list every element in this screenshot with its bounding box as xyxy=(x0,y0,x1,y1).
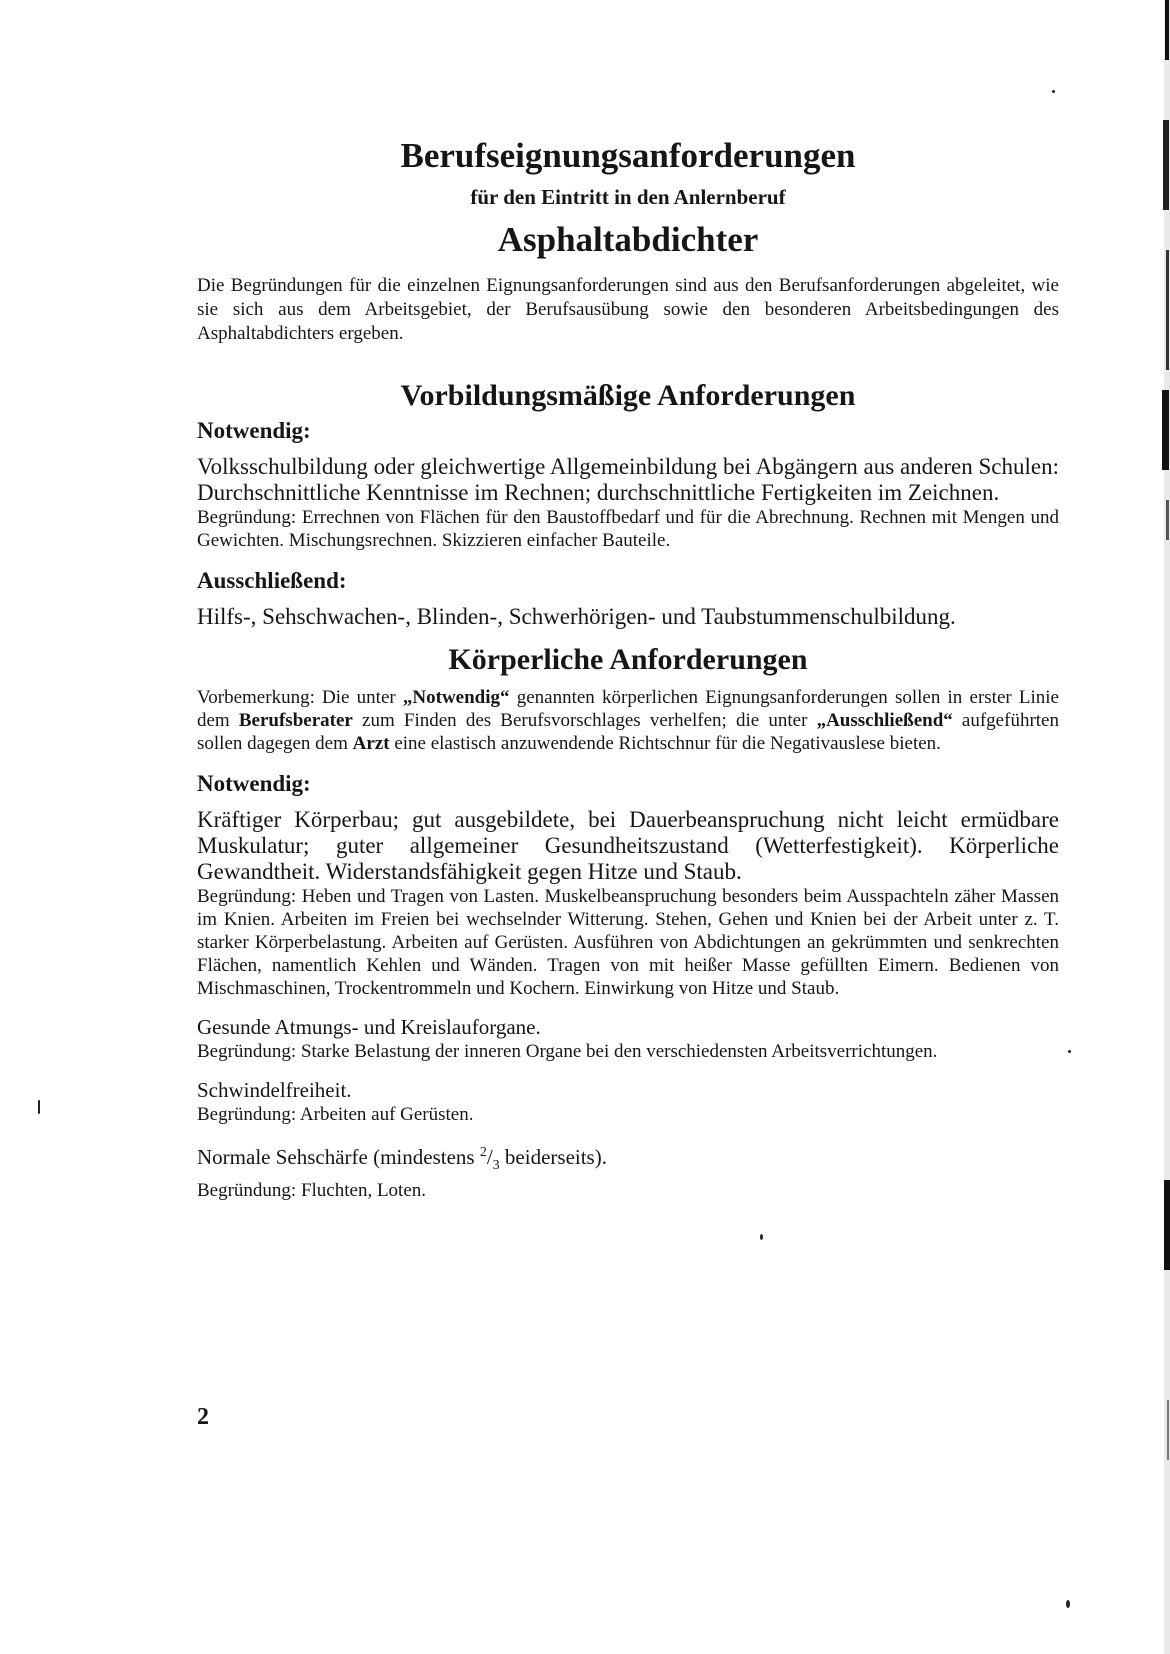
reason-text: Begründung: Fluchten, Loten. xyxy=(197,1180,427,1202)
notwendig-label: Notwendig: xyxy=(197,771,311,796)
note-emphasis: Arzt xyxy=(352,733,390,754)
scan-speck xyxy=(760,1234,763,1240)
preliminary-note xyxy=(197,686,1059,755)
job-title: Asphaltabdichter xyxy=(497,220,759,259)
requirement-text: Kräftiger Körperbau; gut ausgebildete, bei Dauerbeanspruchung nicht leicht ermüdbare Muskulatur; guter allgemeiner Gesundheitszustand (Wetterfestigkeit). Körperliche Gewandtheit. Widerstandsfähigkeit gegen Hitze und Staub. xyxy=(197,807,1059,884)
reason-text: Begründung: Errechnen von Flächen für den Baustoffbedarf und für die Abrechnung. Rechnen mit Mengen und Gewichten. Mischungsrechnen. Skizzieren einfacher Bauteile. xyxy=(197,507,1059,551)
reason-text: Begründung: Starke Belastung der inneren Organe bei den verschiedensten Arbeitsverrichtungen. xyxy=(197,1041,938,1062)
section-heading-vorbildung: Vorbildungsmäßige Anforderungen xyxy=(400,379,856,412)
document-body xyxy=(197,132,1059,1202)
note-text: zum Finden des Berufsvorschlages verhelfen; die unter xyxy=(352,710,817,731)
sehschaerfe-text: beiderseits). xyxy=(499,1145,607,1169)
intro-paragraph: Die Begründungen für die einzelnen Eignungsanforderungen sind aus den Berufsanforderungen abgeleitet, wie sie sich aus dem Arbeitsgebiet, der Berufsausübung sowie den besonderen Arbeitsbedingungen des Asphaltabdichters ergeben. xyxy=(197,275,1059,344)
requirement-text-sehschaerfe xyxy=(197,1140,1059,1179)
document-title: Berufseignungsanforderungen xyxy=(400,136,856,175)
scan-speck xyxy=(38,1100,40,1114)
ausschliessend-label: Ausschließend: xyxy=(197,568,347,593)
requirement-text: Schwindelfreiheit. xyxy=(197,1078,352,1102)
fraction-denominator: 3 xyxy=(492,1158,500,1174)
requirement-text: Volksschulbildung oder gleichwertige Allgemeinbildung bei Abgängern aus anderen Schulen: Durchschnittliche Kenntnisse im Rechnen; durchschnittliche Fertigkeiten im Zeichnen. xyxy=(197,454,1059,505)
note-emphasis: „Notwendig“ xyxy=(402,687,510,708)
document-subtitle: für den Eintritt in den Anlernberuf xyxy=(470,185,786,209)
reason-text: Begründung: Heben und Tragen von Lasten. Muskelbeanspruchung besonders beim Ausspachteln zäher Massen im Knien. Arbeiten im Freien bei wechselnder Witterung. Stehen, Gehen und Knien bei der Arbeit unter z. T. starker Körperbelastung. Arbeiten auf Gerüsten. Ausführen von Abdichtungen an gekrümmten und senkrechten Flächen, namentlich Kehlen und Wänden. Tragen von mit heißer Masse gefüllten Eimern. Bedienen von Mischmaschinen, Trockentrommeln und Kochern. Einwirkung von Hitze und Staub. xyxy=(197,886,1059,999)
fraction-slash: / xyxy=(486,1145,493,1169)
requirement-text: Hilfs-, Sehschwachen-, Blinden-, Schwerhörigen- und Taubstummenschulbildung. xyxy=(197,604,956,629)
sehschaerfe-text: Normale Sehschärfe (mindestens xyxy=(197,1145,480,1169)
section-heading-koerperlich: Körperliche Anforderungen xyxy=(448,643,808,676)
scan-edge-shadow xyxy=(1154,0,1170,1654)
notwendig-label: Notwendig: xyxy=(197,418,311,443)
note-emphasis: Berufsberater xyxy=(238,710,353,731)
reason-text: Begründung: Arbeiten auf Gerüsten. xyxy=(197,1104,474,1125)
scan-speck xyxy=(1068,1050,1071,1053)
requirement-text: Gesunde Atmungs- und Kreislauforgane. xyxy=(197,1015,541,1039)
note-text: Vorbemerkung: Die unter xyxy=(197,687,403,708)
note-text: aufgeführten sollen dagegen dem xyxy=(197,710,1059,754)
note-text: eine elastisch anzuwendende Richtschnur für die Negativauslese bieten. xyxy=(389,733,941,754)
page-number: 2 xyxy=(197,1404,209,1430)
scan-speck xyxy=(1066,1600,1070,1608)
note-text: genannten körperlichen Eignungsanforderungen sollen in erster Linie dem xyxy=(197,687,1059,731)
fraction-numerator: 2 xyxy=(479,1145,487,1160)
note-emphasis: „Ausschließend“ xyxy=(816,710,953,731)
scan-speck xyxy=(1052,90,1055,93)
